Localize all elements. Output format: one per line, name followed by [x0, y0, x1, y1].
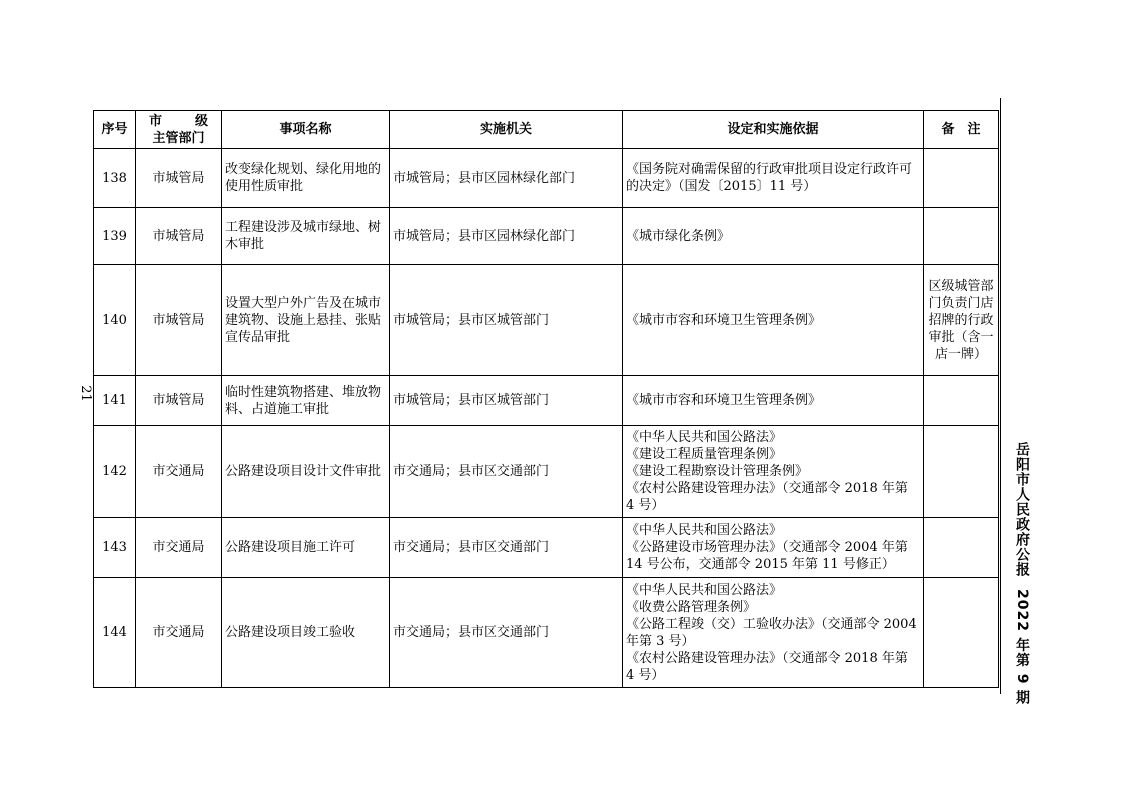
header-index: 序号 [94, 111, 136, 149]
approval-items-table [93, 110, 999, 688]
row-remark [924, 208, 999, 265]
header-item-name: 事项名称 [222, 111, 390, 149]
row-item-name: 公路建设项目施工许可 [222, 518, 390, 578]
row-basis [623, 149, 924, 208]
row-agency: 市城管局；县市区城管部门 [390, 376, 623, 426]
row-item-name: 改变绿化规划、绿化用地的使用性质审批 [222, 149, 390, 208]
header-remark: 备 注 [924, 111, 999, 149]
gazette-name: 岳阳市人民政府公报 [1014, 442, 1030, 577]
row-item-name: 公路建设项目竣工验收 [222, 578, 390, 688]
header-department-line1a: 市 [149, 113, 163, 129]
row-index: 141 [94, 376, 136, 426]
basis-line: 《公路工程竣（交）工验收办法》（交通部令 2004 年第 3 号） [626, 616, 917, 649]
row-agency: 市城管局；县市区园林绿化部门 [390, 208, 623, 265]
row-item-name: 工程建设涉及城市绿地、树木审批 [222, 208, 390, 265]
row-basis [623, 208, 924, 265]
row-index: 142 [94, 426, 136, 518]
basis-line: 《农村公路建设管理办法》（交通部令 2018 年第 4 号） [626, 481, 908, 513]
basis-line: 《建设工程质量管理条例》 [626, 447, 783, 462]
row-remark [924, 518, 999, 578]
row-item-name: 设置大型户外广告及在城市建筑物、设施上悬挂、张贴宣传品审批 [222, 265, 390, 376]
row-index: 144 [94, 578, 136, 688]
basis-line: 《收费公路管理条例》 [626, 599, 757, 615]
header-department [136, 111, 222, 149]
basis-line: 《公路建设市场管理办法》（交通部令 2004 年第 14 号公布，交通部令 2015 年第 11 号修正） [626, 540, 908, 572]
row-remark [924, 376, 999, 426]
row-basis [623, 518, 924, 578]
table-row [94, 208, 999, 265]
table-row [94, 149, 999, 208]
basis-line: 《中华人民共和国公路法》 [626, 582, 783, 598]
row-index: 139 [94, 208, 136, 265]
basis-line: 《城市市容和环境卫生管理条例》 [626, 312, 822, 328]
row-index: 140 [94, 265, 136, 376]
row-agency: 市城管局；县市区园林绿化部门 [390, 149, 623, 208]
row-item-name: 临时性建筑物搭建、堆放物料、占道施工审批 [222, 376, 390, 426]
row-agency: 市交通局；县市区交通部门 [390, 518, 623, 578]
row-department: 市交通局 [136, 578, 222, 688]
header-basis: 设定和实施依据 [623, 111, 924, 149]
row-department: 市城管局 [136, 149, 222, 208]
header-agency: 实施机关 [390, 111, 623, 149]
row-department: 市城管局 [136, 265, 222, 376]
page-number: 21 [77, 385, 93, 402]
basis-line: 《建设工程勘察设计管理条例》 [626, 464, 809, 479]
row-department: 市交通局 [136, 518, 222, 578]
gazette-issue: 2022 年第 9 期 [1014, 589, 1030, 706]
table-header-row [94, 111, 999, 149]
row-basis [623, 376, 924, 426]
row-index: 143 [94, 518, 136, 578]
header-department-line2: 主管部门 [152, 130, 205, 146]
row-department: 市交通局 [136, 426, 222, 518]
basis-line: 《国务院对确需保留的行政审批项目设定行政许可的决定》（国发〔2015〕11 号） [626, 162, 913, 194]
row-remark [924, 149, 999, 208]
basis-line: 《城市市容和环境卫生管理条例》 [626, 393, 822, 408]
basis-line: 《中华人民共和国公路法》 [626, 430, 783, 445]
header-rule [1000, 98, 1001, 694]
row-remark: 区级城管部门负责门店招牌的行政审批（含一店一牌） [924, 265, 999, 376]
header-department-line1b: 级 [194, 113, 208, 129]
row-department: 市城管局 [136, 208, 222, 265]
row-remark [924, 426, 999, 518]
basis-line: 《农村公路建设管理办法》（交通部令 2018 年第 4 号） [626, 650, 908, 683]
table-row [94, 578, 999, 688]
table-row [94, 518, 999, 578]
row-department: 市城管局 [136, 376, 222, 426]
row-basis [623, 426, 924, 518]
gazette-running-header [1002, 442, 1032, 706]
basis-line: 《中华人民共和国公路法》 [626, 523, 783, 538]
basis-line: 《城市绿化条例》 [626, 228, 731, 244]
row-index: 138 [94, 149, 136, 208]
row-agency: 市交通局；县市区交通部门 [390, 578, 623, 688]
row-item-name: 公路建设项目设计文件审批 [222, 426, 390, 518]
row-basis [623, 265, 924, 376]
table-row [94, 265, 999, 376]
row-agency: 市交通局；县市区交通部门 [390, 426, 623, 518]
row-basis [623, 578, 924, 688]
row-remark [924, 578, 999, 688]
table-row [94, 426, 999, 518]
table-row [94, 376, 999, 426]
row-agency: 市城管局；县市区城管部门 [390, 265, 623, 376]
